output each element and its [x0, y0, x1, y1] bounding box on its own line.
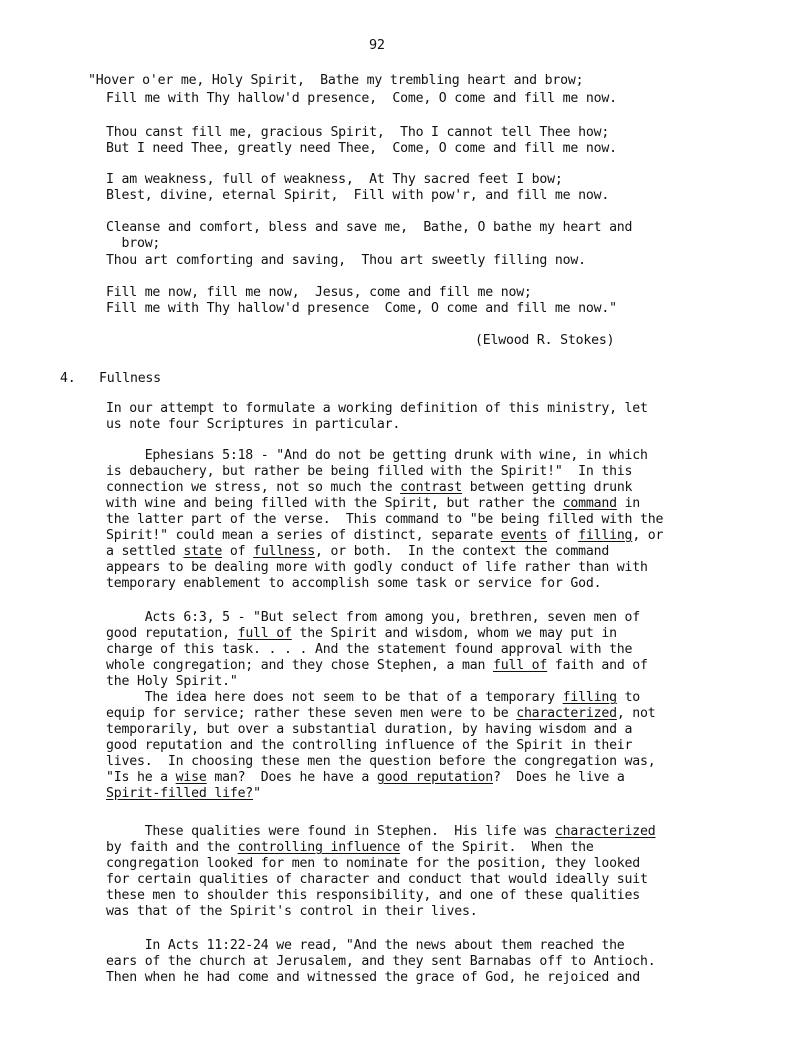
paragraph-line: us note four Scriptures in particular. [106, 417, 401, 432]
paragraph-line: congregation looked for men to nominate for the position, they looked [106, 856, 641, 871]
paragraph-line: connection we stress, not so much the contrast between getting drunk [106, 480, 633, 495]
underlined-term: characterized [554, 824, 656, 839]
paragraph-line: temporarily, but over a substantial duration, by having wisdom and a [106, 722, 633, 737]
paragraph-line: These qualities were found in Stephen. His life was characterized [106, 824, 656, 839]
paragraph-line: with wine and being filled with the Spirit, but rather the command in [106, 496, 641, 511]
paragraph-line: lives. In choosing these men the question before the congregation was, [106, 754, 656, 769]
paragraph-line: by faith and the controlling influence of the Spirit. When the [106, 840, 594, 855]
underlined-term: wise [175, 770, 207, 785]
underlined-term: characterized [516, 706, 617, 721]
paragraph-line: ears of the church at Jerusalem, and they sent Barnabas off to Antioch. [106, 954, 656, 969]
paragraph-line: for certain qualities of character and conduct that would ideally suit [106, 872, 648, 887]
paragraph-line: appears to be dealing more with godly conduct of life rather than with [106, 560, 648, 575]
poem-line: Fill me with Thy hallow'd presence Come, O come and fill me now." [106, 301, 617, 316]
poem-line: brow; [106, 236, 161, 251]
paragraph-line: "Is he a wise man? Does he have a good reputation? Does he live a [106, 770, 625, 785]
paragraph-line: The idea here does not seem to be that of a temporary filling to [106, 690, 641, 705]
paragraph-line: Then when he had come and witnessed the grace of God, he rejoiced and [106, 970, 641, 985]
poem-line: Thou canst fill me, gracious Spirit, Tho I cannot tell Thee how; [106, 125, 610, 140]
paragraph-line: Spirit-filled life?" [106, 786, 261, 801]
paragraph-line: Acts 6:3, 5 - "But select from among you, brethren, seven men of [106, 610, 641, 625]
paragraph-line: was that of the Spirit's control in their lives. [106, 904, 478, 919]
paragraph-line: these men to shoulder this responsibility, and one of these qualities [106, 888, 641, 903]
poem-line: "Hover o'er me, Holy Spirit, Bathe my trembling heart and brow; [88, 73, 584, 88]
poem-line: Thou art comforting and saving, Thou art sweetly filling now. [106, 253, 586, 268]
poem-line: Blest, divine, eternal Spirit, Fill with pow'r, and fill me now. [106, 188, 610, 203]
paragraph-line: a settled state of fullness, or both. In the context the command [106, 544, 610, 559]
section-title: Fullness [99, 371, 161, 386]
underlined-term: contrast [400, 480, 463, 495]
underlined-term: filling [578, 528, 633, 543]
paragraph-line: charge of this task. . . . And the statement found approval with the [106, 642, 633, 657]
section-number: 4. [60, 371, 76, 386]
underlined-term: full of [492, 658, 548, 673]
poem-line: Cleanse and comfort, bless and save me, Bathe, O bathe my heart and [106, 220, 633, 235]
paragraph-line: good reputation and the controlling influence of the Spirit in their [106, 738, 633, 753]
poem-line: But I need Thee, greatly need Thee, Come, O come and fill me now. [106, 141, 617, 156]
poem-attribution: (Elwood R. Stokes) [475, 333, 615, 348]
paragraph-line: is debauchery, but rather be being filled with the Spirit!" In this [106, 464, 633, 479]
paragraph-line: Spirit!" could mean a series of distinct, separate events of filling, or [106, 528, 664, 543]
underlined-term: Spirit-filled life? [106, 786, 254, 801]
paragraph-line: equip for service; rather these seven men were to be characterized, not [106, 706, 656, 721]
paragraph-line: temporary enablement to accomplish some task or service for God. [106, 576, 602, 591]
underlined-term: filling [562, 690, 617, 705]
underlined-term: full of [237, 626, 292, 641]
underlined-term: controlling influence [237, 840, 401, 855]
underlined-term: good reputation [376, 770, 493, 785]
poem-line: Fill me now, fill me now, Jesus, come and fill me now; [106, 285, 532, 300]
underlined-term: state [183, 544, 223, 559]
paragraph-line: In Acts 11:22-24 we read, "And the news about them reached the [106, 938, 625, 953]
underlined-term: command [562, 496, 617, 511]
page-number: 92 [369, 37, 385, 53]
underlined-term: fullness [253, 544, 315, 559]
poem-line: I am weakness, full of weakness, At Thy sacred feet I bow; [106, 172, 563, 187]
paragraph-line: the Holy Spirit." [106, 674, 238, 689]
paragraph-line: the latter part of the verse. This command to "be being filled with the [106, 512, 664, 527]
underlined-term: events [500, 528, 548, 543]
paragraph-line: In our attempt to formulate a working definition of this ministry, let [106, 401, 648, 416]
poem-line: Fill me with Thy hallow'd presence, Come, O come and fill me now. [106, 91, 617, 106]
paragraph-line: Ephesians 5:18 - "And do not be getting drunk with wine, in which [106, 448, 648, 463]
paragraph-line: good reputation, full of the Spirit and wisdom, whom we may put in [106, 626, 617, 641]
paragraph-line: whole congregation; and they chose Stephen, a man full of faith and of [106, 658, 648, 673]
